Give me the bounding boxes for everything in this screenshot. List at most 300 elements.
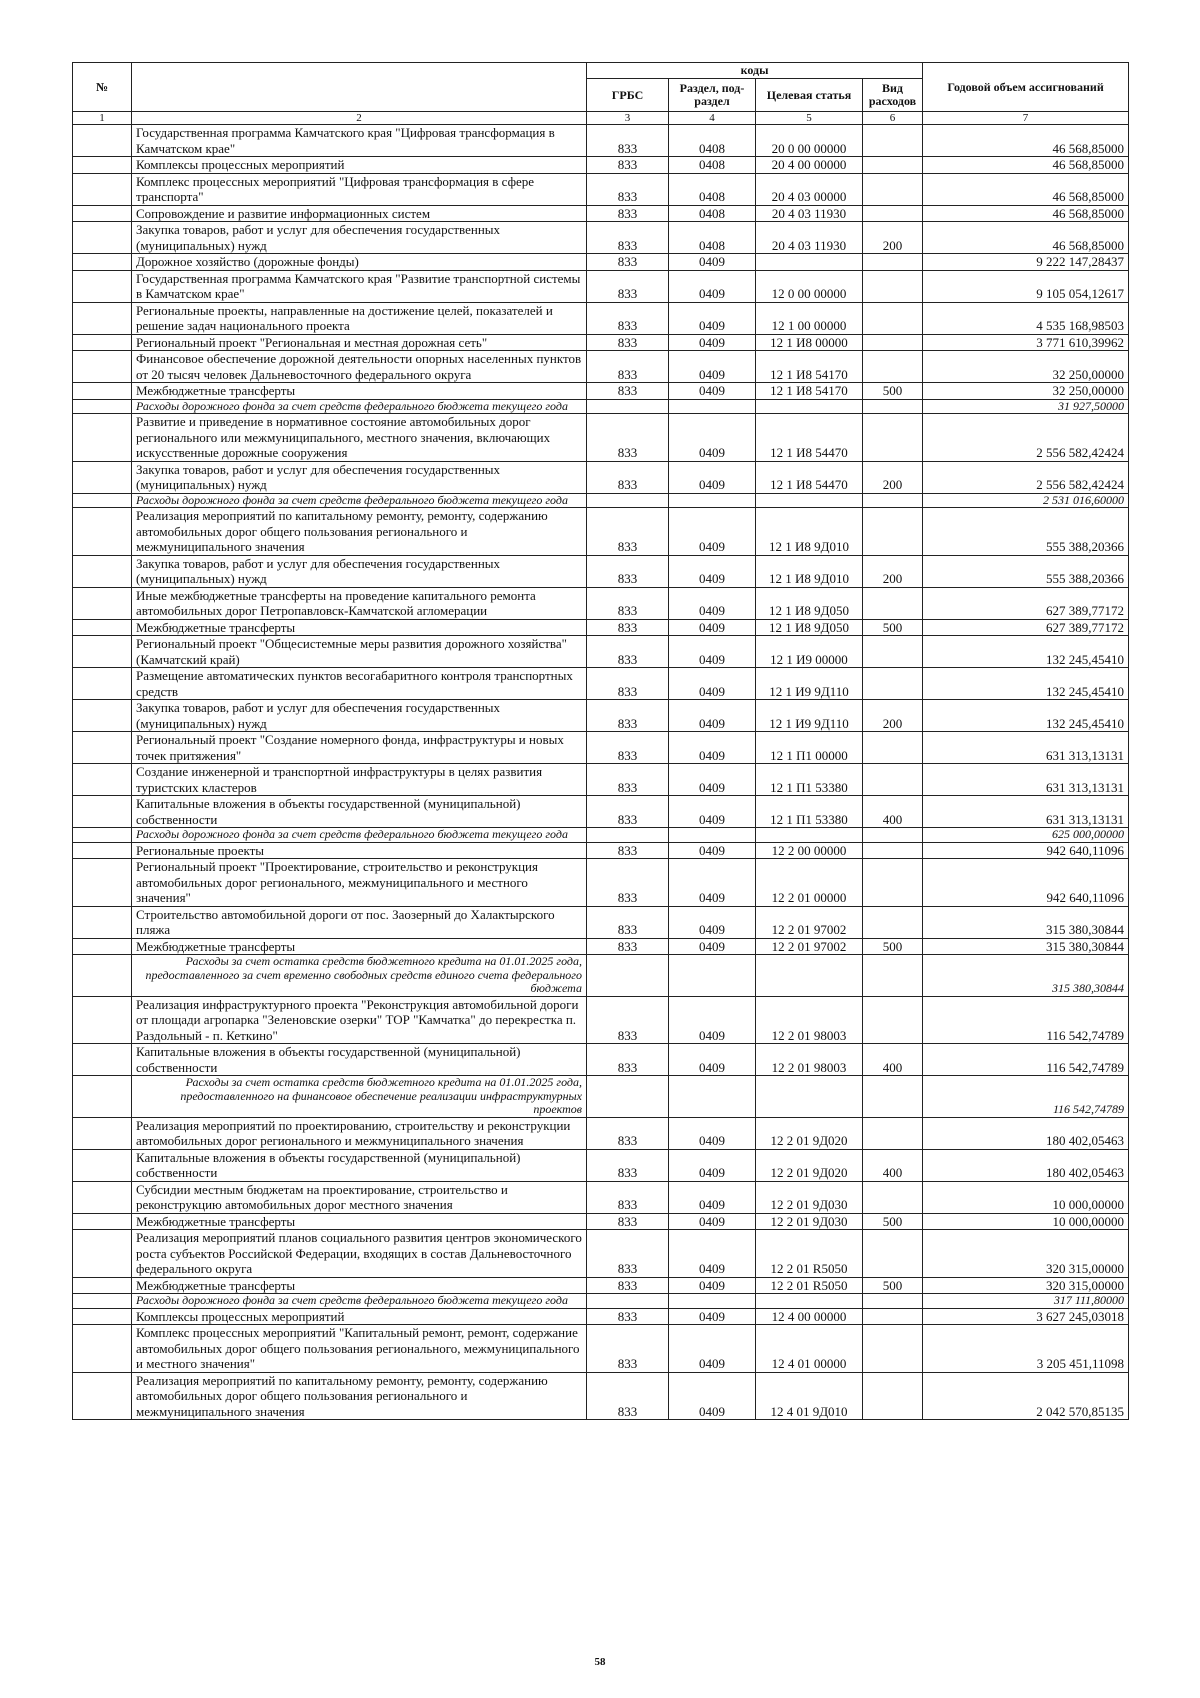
cell-name: Иные межбюджетные трансферты на проведение капитального ремонта автомобильных дорог Петропавловск-Камчатской агломерации <box>132 587 587 619</box>
cell-expense-kind <box>863 1325 923 1373</box>
cell-grbs: 833 <box>587 1308 669 1325</box>
cell-name: Расходы дорожного фонда за счет средств федерального бюджета текущего года <box>132 493 587 508</box>
cell-name: Региональные проекты <box>132 842 587 859</box>
cell-section: 0409 <box>669 1325 756 1373</box>
cell-no <box>73 1294 132 1309</box>
cell-target-article: 12 1 И9 9Д110 <box>756 668 863 700</box>
cell-expense-kind <box>863 732 923 764</box>
cell-name: Расходы дорожного фонда за счет средств федерального бюджета текущего года <box>132 1294 587 1309</box>
cell-section: 0409 <box>669 351 756 383</box>
cell-target-article: 12 2 01 98003 <box>756 1044 863 1076</box>
table-row <box>73 1230 1129 1278</box>
cell-expense-kind: 500 <box>863 1213 923 1230</box>
header-name <box>132 63 587 112</box>
cell-expense-kind <box>863 1372 923 1420</box>
cell-no <box>73 508 132 556</box>
cell-grbs: 833 <box>587 1277 669 1294</box>
cell-grbs: 833 <box>587 1117 669 1149</box>
cell-no <box>73 668 132 700</box>
cell-no <box>73 1076 132 1118</box>
cell-no <box>73 334 132 351</box>
cell-amount: 46 568,85000 <box>923 222 1129 254</box>
cell-expense-kind <box>863 270 923 302</box>
cell-grbs: 833 <box>587 996 669 1044</box>
cell-amount: 3 771 610,39962 <box>923 334 1129 351</box>
cell-no <box>73 587 132 619</box>
cell-amount: 2 042 570,85135 <box>923 1372 1129 1420</box>
cell-section: 0409 <box>669 334 756 351</box>
budget-document <box>72 62 1128 1420</box>
budget-table <box>72 62 1129 1420</box>
cell-section: 0409 <box>669 1044 756 1076</box>
cell-name: Капитальные вложения в объекты государственной (муниципальной) собственности <box>132 796 587 828</box>
cell-no <box>73 700 132 732</box>
cell-grbs: 833 <box>587 173 669 205</box>
cell-name: Комплекс процессных мероприятий "Капитальный ремонт, ремонт, содержание автомобильных дорог общего пользования регионального, межмуниципального и местного значения" <box>132 1325 587 1373</box>
cell-section: 0409 <box>669 1213 756 1230</box>
table-row <box>73 205 1129 222</box>
cell-expense-kind: 200 <box>863 555 923 587</box>
cell-target-article <box>756 254 863 271</box>
note-row <box>73 828 1129 843</box>
cell-grbs: 833 <box>587 1044 669 1076</box>
cell-grbs: 833 <box>587 859 669 907</box>
cell-section: 0409 <box>669 1308 756 1325</box>
cell-expense-kind <box>863 173 923 205</box>
cell-amount: 3 205 451,11098 <box>923 1325 1129 1373</box>
cell-grbs: 833 <box>587 700 669 732</box>
cell-expense-kind: 400 <box>863 1149 923 1181</box>
cell-target-article: 12 4 00 00000 <box>756 1308 863 1325</box>
col-number: 3 <box>587 112 669 125</box>
table-row <box>73 157 1129 174</box>
col-number: 7 <box>923 112 1129 125</box>
cell-target-article <box>756 828 863 843</box>
cell-name: Закупка товаров, работ и услуг для обеспечения государственных (муниципальных) нужд <box>132 700 587 732</box>
cell-amount: 2 556 582,42424 <box>923 414 1129 462</box>
table-row <box>73 1044 1129 1076</box>
cell-target-article: 12 1 И8 9Д050 <box>756 619 863 636</box>
cell-no <box>73 254 132 271</box>
table-row <box>73 636 1129 668</box>
cell-name: Межбюджетные трансферты <box>132 383 587 400</box>
cell-expense-kind: 500 <box>863 619 923 636</box>
cell-no <box>73 383 132 400</box>
table-row <box>73 302 1129 334</box>
cell-target-article: 20 4 00 00000 <box>756 157 863 174</box>
cell-section: 0409 <box>669 1181 756 1213</box>
cell-expense-kind: 400 <box>863 796 923 828</box>
cell-expense-kind <box>863 399 923 414</box>
cell-name: Реализация мероприятий по капитальному ремонту, ремонту, содержанию автомобильных дорог общего пользования регионального и межмуниципального значения <box>132 1372 587 1420</box>
cell-grbs: 833 <box>587 732 669 764</box>
table-row <box>73 1181 1129 1213</box>
cell-target-article <box>756 399 863 414</box>
cell-section <box>669 1076 756 1118</box>
cell-amount: 32 250,00000 <box>923 351 1129 383</box>
cell-name: Комплексы процессных мероприятий <box>132 157 587 174</box>
cell-target-article <box>756 955 863 997</box>
table-row <box>73 254 1129 271</box>
cell-amount: 32 250,00000 <box>923 383 1129 400</box>
cell-no <box>73 859 132 907</box>
cell-expense-kind: 200 <box>863 222 923 254</box>
cell-amount: 180 402,05463 <box>923 1117 1129 1149</box>
table-row <box>73 222 1129 254</box>
cell-expense-kind <box>863 1308 923 1325</box>
cell-grbs: 833 <box>587 1372 669 1420</box>
cell-grbs: 833 <box>587 508 669 556</box>
cell-amount: 46 568,85000 <box>923 173 1129 205</box>
cell-name: Комплексы процессных мероприятий <box>132 1308 587 1325</box>
cell-target-article: 12 1 П1 00000 <box>756 732 863 764</box>
cell-name: Расходы дорожного фонда за счет средств федерального бюджета текущего года <box>132 828 587 843</box>
table-row <box>73 1213 1129 1230</box>
table-row <box>73 173 1129 205</box>
cell-name: Закупка товаров, работ и услуг для обеспечения государственных (муниципальных) нужд <box>132 461 587 493</box>
cell-name: Расходы за счет остатка средств бюджетного кредита на 01.01.2025 года, предоставленного на финансовое обеспечение реализации инфраструктурных проектов <box>132 1076 587 1118</box>
note-row <box>73 493 1129 508</box>
cell-amount: 631 313,13131 <box>923 732 1129 764</box>
cell-section: 0409 <box>669 732 756 764</box>
cell-amount: 116 542,74789 <box>923 996 1129 1044</box>
cell-grbs: 833 <box>587 619 669 636</box>
cell-amount: 627 389,77172 <box>923 619 1129 636</box>
cell-name: Государственная программа Камчатского края "Развитие транспортной системы в Камчатском крае" <box>132 270 587 302</box>
cell-no <box>73 636 132 668</box>
cell-name: Реализация мероприятий планов социального развития центров экономического роста субъектов Российской Федерации, входящих в состав Дальневосточного федерального округа <box>132 1230 587 1278</box>
table-row <box>73 555 1129 587</box>
cell-target-article: 12 1 00 00000 <box>756 302 863 334</box>
cell-name: Межбюджетные трансферты <box>132 938 587 955</box>
cell-section: 0409 <box>669 996 756 1044</box>
cell-target-article: 12 1 И8 54170 <box>756 351 863 383</box>
cell-section <box>669 955 756 997</box>
cell-section: 0409 <box>669 859 756 907</box>
cell-grbs: 833 <box>587 1181 669 1213</box>
cell-grbs: 833 <box>587 383 669 400</box>
cell-target-article: 12 1 И8 54170 <box>756 383 863 400</box>
cell-expense-kind <box>863 157 923 174</box>
cell-name: Капитальные вложения в объекты государственной (муниципальной) собственности <box>132 1149 587 1181</box>
cell-section: 0409 <box>669 555 756 587</box>
cell-expense-kind <box>863 668 923 700</box>
cell-target-article: 12 1 И8 9Д050 <box>756 587 863 619</box>
table-row <box>73 383 1129 400</box>
cell-section: 0409 <box>669 461 756 493</box>
cell-expense-kind <box>863 636 923 668</box>
cell-amount: 132 245,45410 <box>923 700 1129 732</box>
note-row <box>73 1076 1129 1118</box>
cell-section: 0409 <box>669 587 756 619</box>
cell-target-article: 12 2 01 97002 <box>756 906 863 938</box>
cell-no <box>73 555 132 587</box>
table-row <box>73 1308 1129 1325</box>
cell-grbs: 833 <box>587 555 669 587</box>
cell-amount: 46 568,85000 <box>923 157 1129 174</box>
cell-no <box>73 302 132 334</box>
cell-amount: 132 245,45410 <box>923 636 1129 668</box>
cell-no <box>73 996 132 1044</box>
cell-grbs: 833 <box>587 842 669 859</box>
cell-no <box>73 1325 132 1373</box>
cell-name: Строительство автомобильной дороги от пос. Заозерный до Халактырского пляжа <box>132 906 587 938</box>
cell-no <box>73 828 132 843</box>
cell-target-article: 20 0 00 00000 <box>756 125 863 157</box>
cell-no <box>73 1372 132 1420</box>
cell-name: Развитие и приведение в нормативное состояние автомобильных дорог регионального или межмуниципального, местного значения, включающих искусственные дорожные сооружения <box>132 414 587 462</box>
cell-expense-kind <box>863 414 923 462</box>
cell-no <box>73 205 132 222</box>
cell-section: 0409 <box>669 938 756 955</box>
cell-name: Создание инженерной и транспортной инфраструктуры в целях развития туристских кластеров <box>132 764 587 796</box>
cell-amount: 132 245,45410 <box>923 668 1129 700</box>
cell-amount: 625 000,00000 <box>923 828 1129 843</box>
cell-section: 0409 <box>669 254 756 271</box>
cell-grbs <box>587 1076 669 1118</box>
table-row <box>73 842 1129 859</box>
cell-grbs: 833 <box>587 587 669 619</box>
table-row <box>73 906 1129 938</box>
cell-expense-kind <box>863 955 923 997</box>
cell-section: 0409 <box>669 414 756 462</box>
cell-name: Дорожное хозяйство (дорожные фонды) <box>132 254 587 271</box>
cell-expense-kind: 200 <box>863 700 923 732</box>
cell-target-article: 20 4 03 11930 <box>756 205 863 222</box>
cell-target-article: 12 2 01 9Д020 <box>756 1117 863 1149</box>
cell-amount: 31 927,50000 <box>923 399 1129 414</box>
cell-target-article: 12 1 И8 00000 <box>756 334 863 351</box>
header-annual: Годовой объем ассигнований <box>923 63 1129 112</box>
cell-name: Капитальные вложения в объекты государственной (муниципальной) собственности <box>132 1044 587 1076</box>
cell-no <box>73 938 132 955</box>
cell-no <box>73 399 132 414</box>
cell-no <box>73 222 132 254</box>
cell-grbs <box>587 955 669 997</box>
cell-name: Региональный проект "Региональная и местная дорожная сеть" <box>132 334 587 351</box>
cell-no <box>73 270 132 302</box>
cell-expense-kind: 400 <box>863 1044 923 1076</box>
cell-expense-kind <box>863 1294 923 1309</box>
cell-no <box>73 1213 132 1230</box>
cell-grbs: 833 <box>587 668 669 700</box>
cell-amount: 631 313,13131 <box>923 764 1129 796</box>
cell-grbs: 833 <box>587 125 669 157</box>
cell-grbs: 833 <box>587 254 669 271</box>
header-no: № <box>73 63 132 112</box>
cell-name: Реализация мероприятий по капитальному ремонту, ремонту, содержанию автомобильных дорог общего пользования регионального и межмуниципального значения <box>132 508 587 556</box>
cell-target-article: 12 1 И8 9Д010 <box>756 555 863 587</box>
cell-section <box>669 828 756 843</box>
cell-no <box>73 906 132 938</box>
table-row <box>73 334 1129 351</box>
header-codes: коды <box>587 63 923 79</box>
cell-target-article: 12 2 01 9Д020 <box>756 1149 863 1181</box>
cell-name: Реализация инфраструктурного проекта "Реконструкция автомобильной дороги от площади агропарка "Зеленовские озерки" ТОР "Камчатка" до перекрестка п. Раздольный - п. Кеткино" <box>132 996 587 1044</box>
cell-no <box>73 732 132 764</box>
cell-name: Комплекс процессных мероприятий "Цифровая трансформация в сфере транспорта" <box>132 173 587 205</box>
cell-amount: 315 380,30844 <box>923 906 1129 938</box>
cell-grbs: 833 <box>587 636 669 668</box>
cell-expense-kind: 500 <box>863 383 923 400</box>
cell-target-article: 12 4 01 00000 <box>756 1325 863 1373</box>
cell-section: 0409 <box>669 1277 756 1294</box>
col-number: 1 <box>73 112 132 125</box>
cell-name: Региональный проект "Общесистемные меры развития дорожного хозяйства" (Камчатский край) <box>132 636 587 668</box>
table-header <box>73 63 1129 125</box>
header-kind: Вид расходов <box>863 79 923 112</box>
cell-grbs: 833 <box>587 205 669 222</box>
cell-section: 0409 <box>669 1230 756 1278</box>
note-row <box>73 955 1129 997</box>
note-row <box>73 399 1129 414</box>
cell-amount: 46 568,85000 <box>923 205 1129 222</box>
cell-amount: 317 111,80000 <box>923 1294 1129 1309</box>
col-number: 2 <box>132 112 587 125</box>
cell-section: 0409 <box>669 1372 756 1420</box>
cell-section: 0409 <box>669 1149 756 1181</box>
table-row <box>73 732 1129 764</box>
table-row <box>73 764 1129 796</box>
cell-no <box>73 1277 132 1294</box>
cell-amount: 942 640,11096 <box>923 859 1129 907</box>
cell-section: 0409 <box>669 796 756 828</box>
table-body <box>73 125 1129 1420</box>
cell-no <box>73 1230 132 1278</box>
cell-expense-kind <box>863 351 923 383</box>
cell-amount: 555 388,20366 <box>923 555 1129 587</box>
cell-target-article <box>756 1294 863 1309</box>
column-numbers-row <box>73 112 1129 125</box>
cell-section: 0409 <box>669 270 756 302</box>
cell-section: 0408 <box>669 205 756 222</box>
cell-name: Сопровождение и развитие информационных систем <box>132 205 587 222</box>
cell-name: Региональный проект "Создание номерного фонда, инфраструктуры и новых точек притяжения" <box>132 732 587 764</box>
cell-section <box>669 399 756 414</box>
cell-no <box>73 125 132 157</box>
cell-section: 0409 <box>669 508 756 556</box>
cell-amount: 9 105 054,12617 <box>923 270 1129 302</box>
cell-expense-kind <box>863 1230 923 1278</box>
cell-amount: 631 313,13131 <box>923 796 1129 828</box>
cell-target-article: 20 4 03 00000 <box>756 173 863 205</box>
cell-expense-kind: 500 <box>863 938 923 955</box>
cell-target-article: 12 2 01 9Д030 <box>756 1213 863 1230</box>
cell-expense-kind <box>863 859 923 907</box>
cell-amount: 116 542,74789 <box>923 1076 1129 1118</box>
cell-no <box>73 493 132 508</box>
cell-target-article: 12 2 01 R5050 <box>756 1277 863 1294</box>
cell-target-article: 12 4 01 9Д010 <box>756 1372 863 1420</box>
table-row <box>73 270 1129 302</box>
cell-target-article: 12 2 01 97002 <box>756 938 863 955</box>
cell-expense-kind <box>863 828 923 843</box>
cell-grbs: 833 <box>587 414 669 462</box>
col-number: 4 <box>669 112 756 125</box>
page-number: 58 <box>594 1656 606 1668</box>
table-row <box>73 508 1129 556</box>
col-number: 6 <box>863 112 923 125</box>
cell-section: 0409 <box>669 906 756 938</box>
cell-target-article: 12 2 01 00000 <box>756 859 863 907</box>
cell-name: Государственная программа Камчатского края "Цифровая трансформация в Камчатском крае" <box>132 125 587 157</box>
cell-expense-kind <box>863 842 923 859</box>
table-row <box>73 859 1129 907</box>
cell-amount: 180 402,05463 <box>923 1149 1129 1181</box>
cell-amount: 315 380,30844 <box>923 938 1129 955</box>
cell-section: 0408 <box>669 125 756 157</box>
cell-amount: 2 556 582,42424 <box>923 461 1129 493</box>
cell-target-article: 12 0 00 00000 <box>756 270 863 302</box>
cell-amount: 3 627 245,03018 <box>923 1308 1129 1325</box>
table-row <box>73 351 1129 383</box>
table-row <box>73 461 1129 493</box>
cell-target-article <box>756 493 863 508</box>
cell-expense-kind <box>863 1076 923 1118</box>
cell-no <box>73 173 132 205</box>
cell-no <box>73 351 132 383</box>
cell-target-article: 12 1 И8 54470 <box>756 414 863 462</box>
cell-grbs: 833 <box>587 1325 669 1373</box>
cell-name: Реализация мероприятий по проектированию, строительству и реконструкции автомобильных дорог регионального и межмуниципального значения <box>132 1117 587 1149</box>
cell-expense-kind <box>863 587 923 619</box>
cell-expense-kind <box>863 254 923 271</box>
cell-no <box>73 1181 132 1213</box>
cell-target-article: 12 2 00 00000 <box>756 842 863 859</box>
table-row <box>73 587 1129 619</box>
cell-section: 0408 <box>669 173 756 205</box>
cell-grbs: 833 <box>587 764 669 796</box>
cell-target-article: 12 1 П1 53380 <box>756 764 863 796</box>
cell-no <box>73 157 132 174</box>
cell-section: 0409 <box>669 842 756 859</box>
cell-grbs: 833 <box>587 302 669 334</box>
cell-no <box>73 1308 132 1325</box>
cell-name: Закупка товаров, работ и услуг для обеспечения государственных (муниципальных) нужд <box>132 555 587 587</box>
cell-target-article <box>756 1076 863 1118</box>
table-row <box>73 996 1129 1044</box>
cell-expense-kind: 500 <box>863 1277 923 1294</box>
cell-amount: 555 388,20366 <box>923 508 1129 556</box>
cell-name: Расходы дорожного фонда за счет средств федерального бюджета текущего года <box>132 399 587 414</box>
cell-grbs <box>587 828 669 843</box>
cell-target-article: 12 1 И8 54470 <box>756 461 863 493</box>
cell-grbs: 833 <box>587 351 669 383</box>
cell-amount: 10 000,00000 <box>923 1213 1129 1230</box>
table-row <box>73 700 1129 732</box>
cell-name: Региональные проекты, направленные на достижение целей, показателей и решение задач национального проекта <box>132 302 587 334</box>
col-number: 5 <box>756 112 863 125</box>
cell-section: 0409 <box>669 668 756 700</box>
cell-amount: 320 315,00000 <box>923 1277 1129 1294</box>
cell-section <box>669 493 756 508</box>
cell-grbs: 833 <box>587 222 669 254</box>
cell-no <box>73 764 132 796</box>
cell-name: Межбюджетные трансферты <box>132 1277 587 1294</box>
table-row <box>73 1277 1129 1294</box>
cell-name: Межбюджетные трансферты <box>132 1213 587 1230</box>
cell-target-article: 12 1 И8 9Д010 <box>756 508 863 556</box>
cell-section: 0409 <box>669 619 756 636</box>
cell-section: 0409 <box>669 1117 756 1149</box>
table-row <box>73 668 1129 700</box>
cell-no <box>73 842 132 859</box>
cell-no <box>73 796 132 828</box>
cell-grbs: 833 <box>587 1149 669 1181</box>
cell-amount: 2 531 016,60000 <box>923 493 1129 508</box>
table-row <box>73 619 1129 636</box>
cell-expense-kind <box>863 1117 923 1149</box>
